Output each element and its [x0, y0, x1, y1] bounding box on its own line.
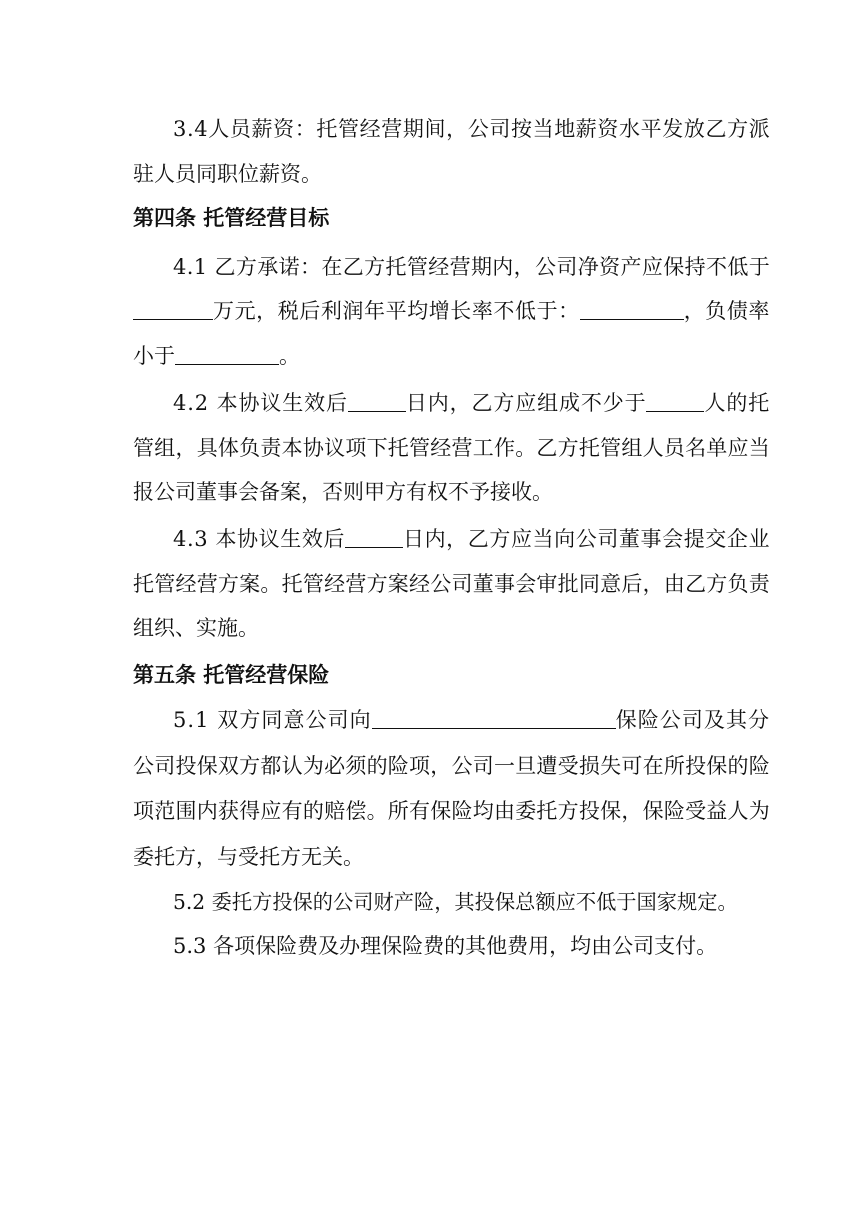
text-segment: 4.3 本协议生效后 — [173, 527, 345, 551]
text-line — [133, 433, 770, 463]
fill-in-blank — [345, 527, 403, 548]
text-line — [133, 296, 770, 326]
text-segment: 5.3 各项保险费及办理保险费的其他费用，均由公司支付。 — [173, 934, 718, 958]
text-line — [133, 477, 553, 507]
text-segment: 3.4人员薪资：托管经营期间，公司按当地薪资水平发放乙方派 — [173, 117, 771, 141]
text-line — [173, 887, 738, 917]
text-line — [133, 341, 300, 371]
text-segment: 组织、实施。 — [133, 616, 259, 640]
text-line — [173, 705, 770, 735]
fill-in-blank — [646, 391, 704, 412]
text-segment: 。 — [279, 344, 300, 368]
fill-in-blank — [175, 344, 279, 365]
text-line — [133, 159, 322, 189]
text-segment: 万元，税后利润年平均增长率不低于： — [213, 299, 580, 323]
text-line — [133, 842, 364, 872]
text-line — [133, 751, 770, 781]
text-segment: 公司投保双方都认为必须的险项，公司一旦遭受损失可在所投保的险 — [133, 754, 770, 778]
fill-in-blank — [348, 391, 406, 412]
text-segment: 管组，具体负责本协议项下托管经营工作。乙方托管组人员名单应当 — [133, 436, 770, 460]
text-line — [173, 252, 770, 282]
text-segment: 5.2 委托方投保的公司财产险，其投保总额应不低于国家规定。 — [173, 890, 738, 914]
text-segment: 日内，乙方应当向公司董事会提交企业 — [403, 527, 771, 551]
text-segment: 项范围内获得应有的赔偿。所有保险均由委托方投保，保险受益人为 — [133, 799, 770, 823]
fill-in-blank — [133, 299, 213, 320]
text-segment: ，负债率 — [683, 299, 771, 323]
fill-in-blank — [372, 708, 616, 729]
text-line — [173, 931, 717, 961]
text-segment: 驻人员同职位薪资。 — [133, 162, 322, 186]
text-segment: 5.1 双方同意公司向 — [173, 708, 372, 732]
text-segment: 人的托 — [704, 391, 771, 415]
text-segment: 报公司董事会备案，否则甲方有权不予接收。 — [133, 480, 553, 504]
text-segment: 日内，乙方应组成不少于 — [405, 391, 647, 415]
text-segment: 托管经营方案。托管经营方案经公司董事会审批同意后，由乙方负责 — [133, 572, 770, 596]
text-line — [133, 613, 259, 643]
text-line — [173, 524, 770, 554]
text-segment: 4.2 本协议生效后 — [173, 391, 348, 415]
text-line — [173, 388, 770, 418]
text-segment: 保险公司及其分 — [615, 708, 771, 732]
text-segment: 第五条 托管经营保险 — [133, 663, 330, 687]
text-line — [133, 796, 770, 826]
section-heading — [133, 660, 329, 690]
text-segment: 第四条 托管经营目标 — [133, 206, 330, 230]
text-segment: 4.1 乙方承诺：在乙方托管经营期内，公司净资产应保持不低于 — [173, 255, 771, 279]
text-segment: 委托方，与受托方无关。 — [133, 845, 364, 869]
text-line — [173, 114, 770, 144]
text-line — [133, 569, 770, 599]
fill-in-blank — [580, 299, 684, 320]
section-heading — [133, 203, 329, 233]
text-segment: 小于 — [133, 344, 175, 368]
